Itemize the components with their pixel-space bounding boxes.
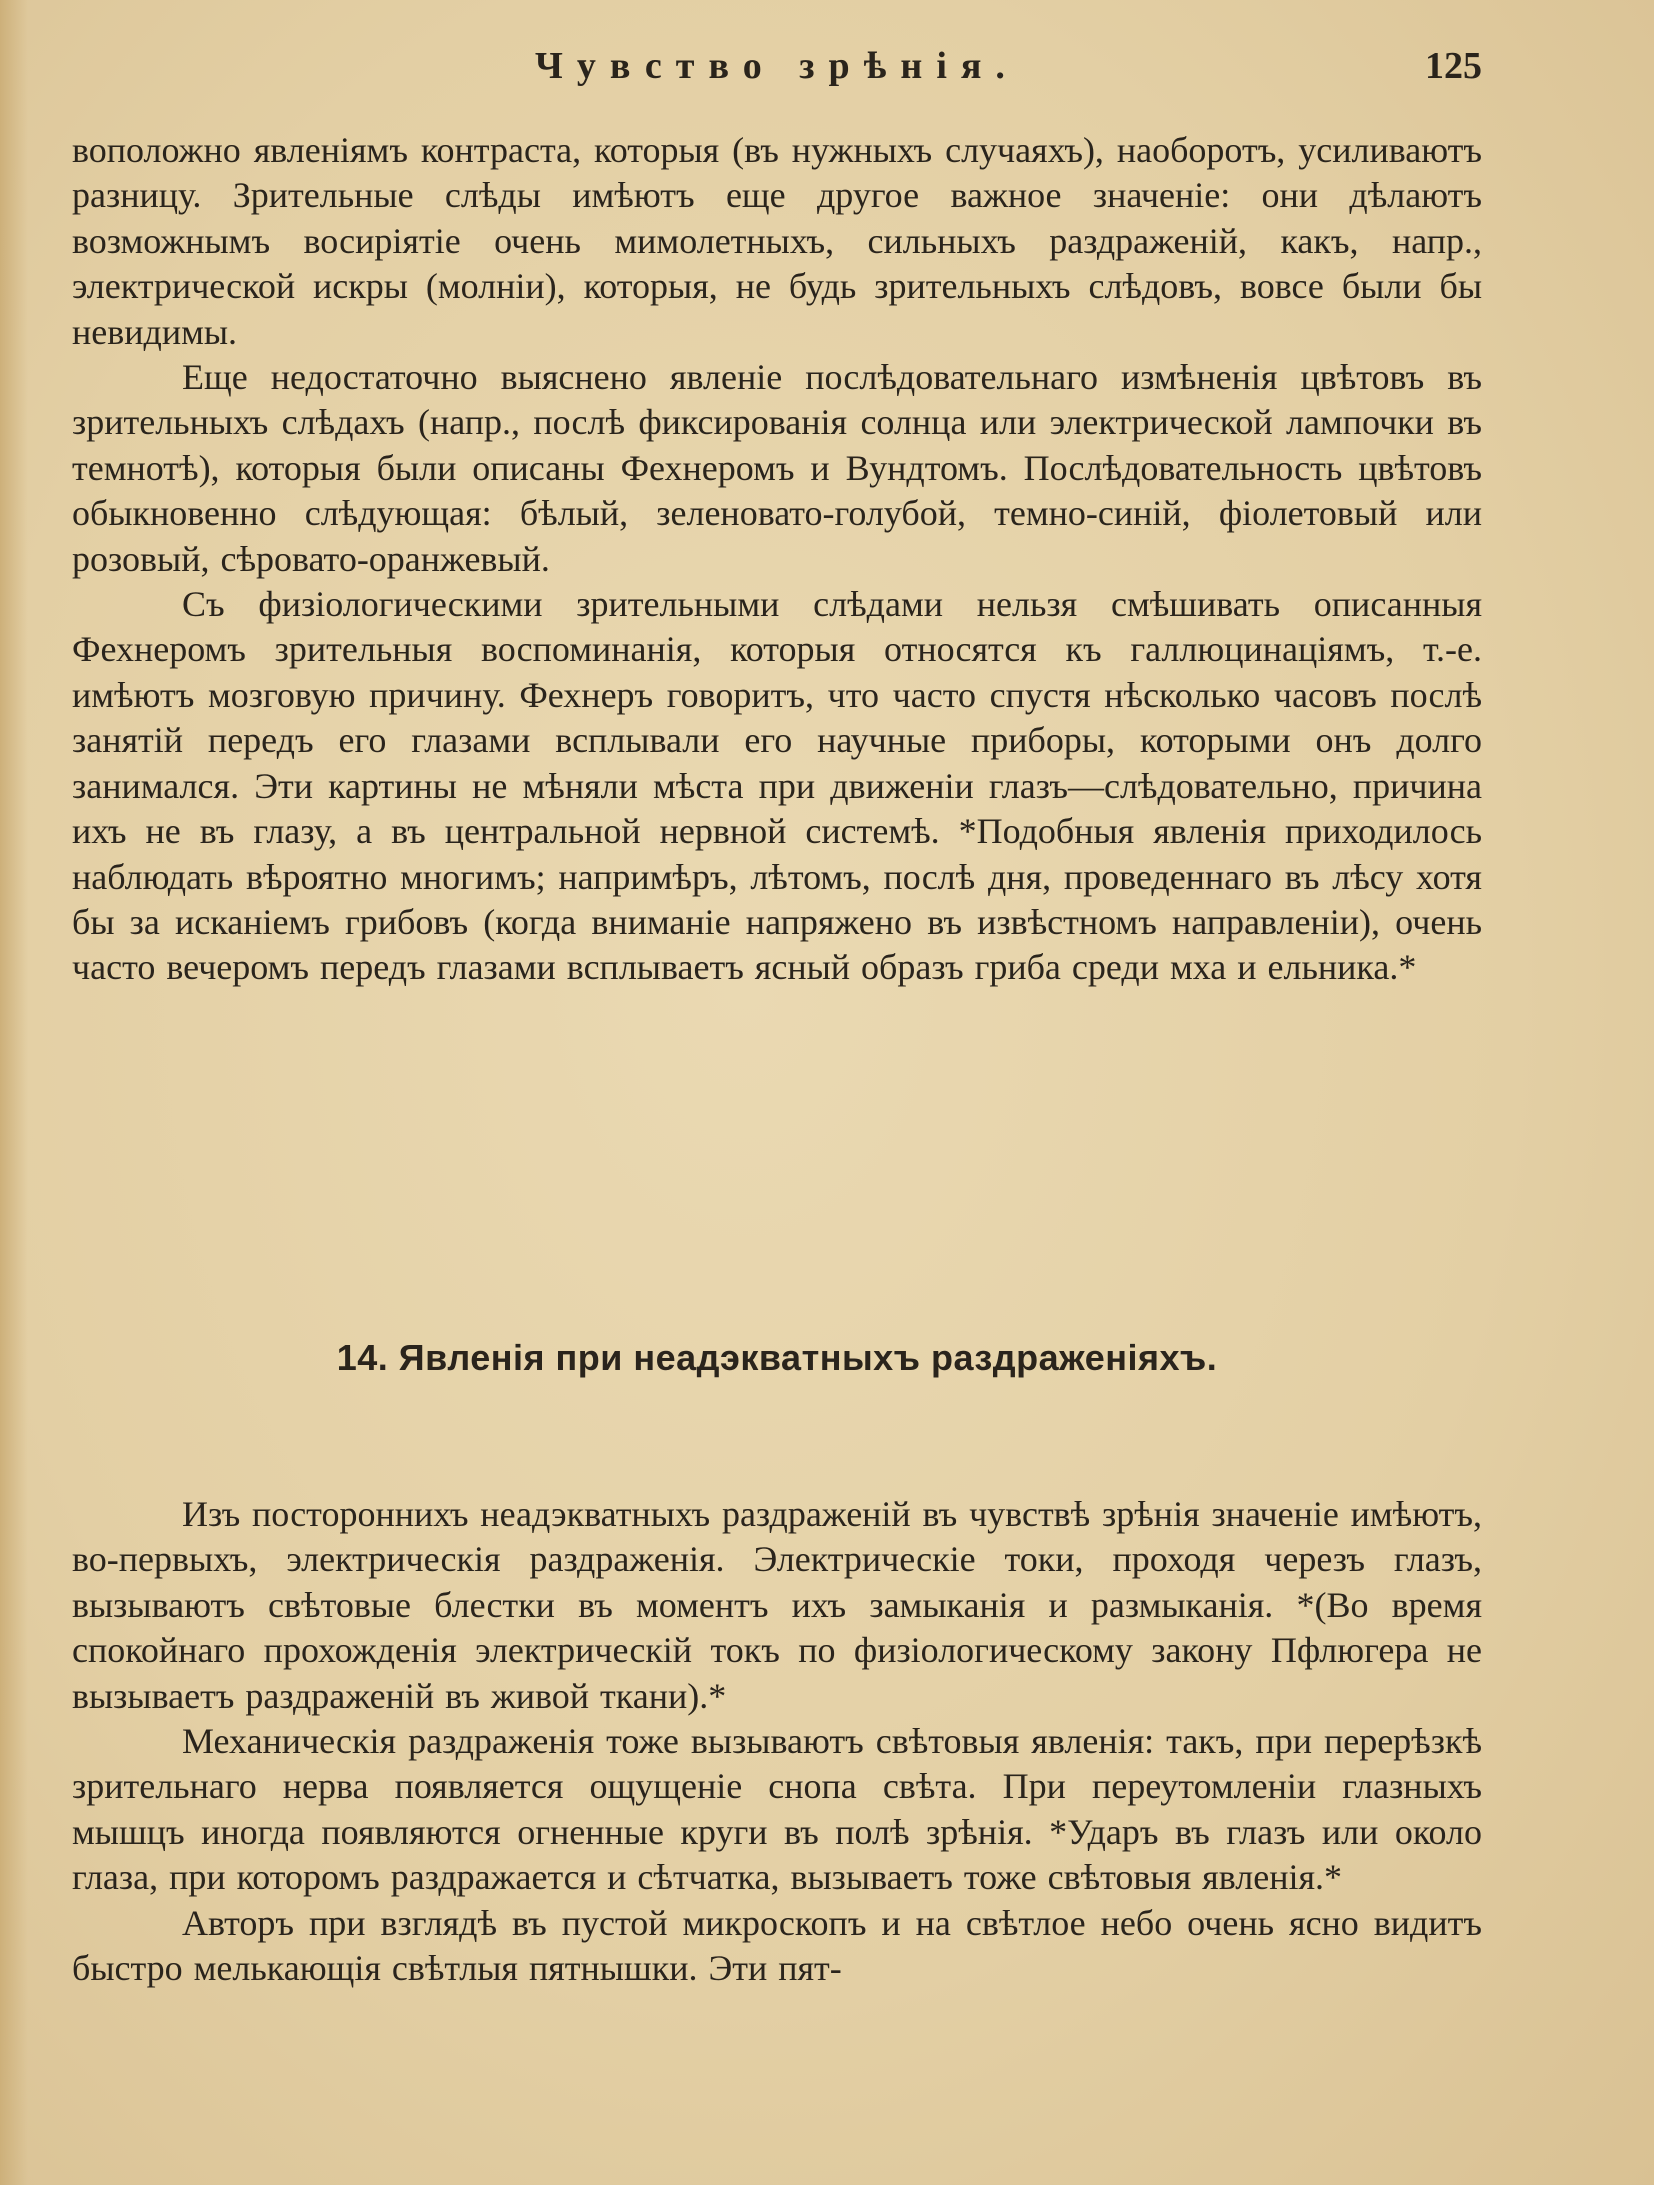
body-text-section-2	[72, 1492, 1482, 1991]
paragraph: Авторъ при взглядѣ въ пустой микроскопъ и на свѣтлое небо очень ясно видитъ быстро мелькающія свѣтлыя пятнышки. Эти пят-	[72, 1902, 1482, 1989]
paragraph-continued: воположно явленіямъ контраста, которыя (въ нужныхъ случаяхъ), наоборотъ, усиливаютъ разницу. Зрительные слѣды имѣютъ еще другое важное значеніе: они дѣлаютъ возможнымъ восиріятіе очень мимолетныхъ, сильныхъ раздраженій, какъ, напр., электрической искры (молніи), которыя, не будь зрительныхъ слѣдовъ, вовсе были бы невидимы.	[72, 130, 1482, 352]
body-text-section-1	[72, 128, 1482, 991]
section-heading: 14. Явленія при неадэкватныхъ раздраженіяхъ.	[336, 1337, 1218, 1378]
paragraph: Механическія раздраженія тоже вызываютъ свѣтовыя явленія: такъ, при перерѣзкѣ зрительнаго нерва появляется ощущеніе снопа свѣта. При переутомленіи глазныхъ мышцъ иногда появляются огненные круги въ полѣ зрѣнія. *Ударъ въ глазъ или около глаза, при которомъ раздражается и сѣтчатка, вызываетъ тоже свѣтовыя явленія.*	[72, 1721, 1482, 1898]
paragraph: Изъ постороннихъ неадэкватныхъ раздраженій въ чувствѣ зрѣнія значеніе имѣютъ, во-первыхъ, электрическія раздраженія. Электрическіе токи, проходя черезъ глазъ, вызываютъ свѣтовые блестки въ моментъ ихъ замыканія и размыканія. *(Во время спокойнаго прохожденія электрическій токъ по физіологическому закону Пфлюгера не вызываетъ раздраженій въ живой ткани).*	[72, 1494, 1482, 1716]
page-number: 125	[1425, 45, 1482, 87]
paragraph: Еще недостаточно выяснено явленіе послѣдовательнаго измѣненія цвѣтовъ въ зрительныхъ слѣдахъ (напр., послѣ фиксированія солнца или электрической лампочки въ темнотѣ), которыя были описаны Фехнеромъ и Вундтомъ. Послѣдовательность цвѣтовъ обыкновенно слѣдующая: бѣлый, зеленовато-голубой, темно-синій, фіолетовый или розовый, сѣровато-оранжевый.	[72, 357, 1482, 579]
paragraph: Съ физіологическими зрительными слѣдами нельзя смѣшивать описанныя Фехнеромъ зрительныя воспоминанія, которыя относятся къ галлюцинаціямъ, т.-е. имѣютъ мозговую причину. Фехнеръ говоритъ, что часто спустя нѣсколько часовъ послѣ занятій передъ его глазами всплывали его научные приборы, которыми онъ долго занимался. Эти картины не мѣняли мѣста при движеніи глазъ—слѣдовательно, причина ихъ не въ глазу, а въ центральной нервной системѣ. *Подобныя явленія приходилось наблюдать вѣроятно многимъ; напримѣръ, лѣтомъ, послѣ дня, проведеннаго въ лѣсу хотя бы за исканіемъ грибовъ (когда вниманіе напряжено въ извѣстномъ направленіи), очень часто вечеромъ передъ глазами всплываетъ ясный образъ гриба среди мха и ельника.*	[72, 584, 1482, 988]
running-title: Чувство зрѣнія.	[535, 45, 1019, 87]
page-header	[72, 44, 1482, 94]
